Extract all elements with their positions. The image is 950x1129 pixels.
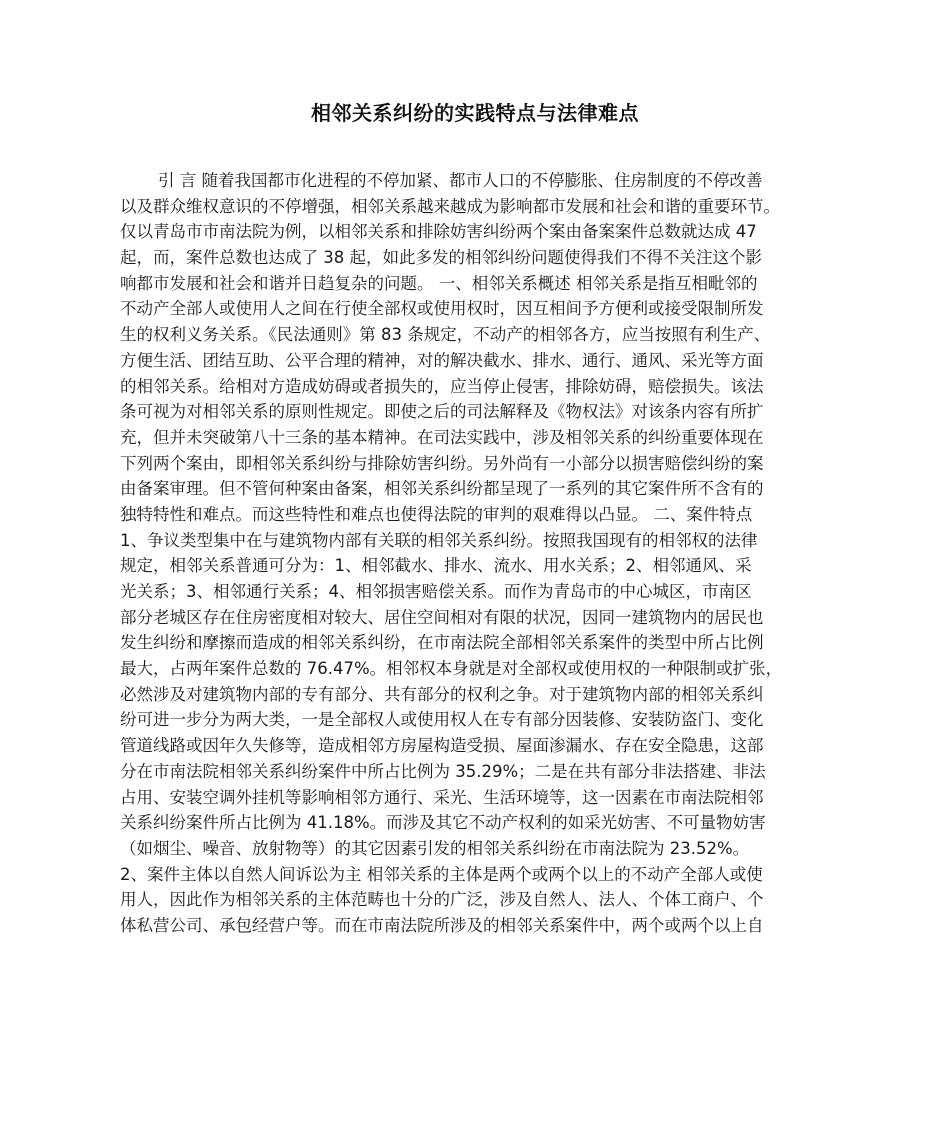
paragraph-line: 生的权利义务关系。《民法通则》第 83 条规定，不动产的相邻各方，应当按照有利生产、 bbox=[120, 325, 771, 345]
paragraph-line: 管道线路或因年久失修等，造成相邻方房屋构造受损、屋面渗漏水、存在安全隐患，这部 bbox=[120, 736, 764, 756]
paragraph-line: （如烟尘、噪音、放射物等）的其它因素引发的相邻关系纠纷在市南法院为 23.52%。 bbox=[120, 838, 750, 858]
paragraph-line: 的相邻关系。给相对方造成妨碍或者损失的，应当停止侵害，排除妨碍，赔偿损失。该法 bbox=[120, 376, 764, 396]
paragraph-line: 部分老城区存在住房密度相对较大、居住空间相对有限的状况，因同一建筑物内的居民也 bbox=[120, 607, 764, 627]
paragraph-line: 下列两个案由，即相邻关系纠纷与排除妨害纠纷。另外尚有一小部分以损害赔偿纠纷的案 bbox=[120, 453, 764, 473]
paragraph-line: 最大，占两年案件总数的 76.47%。相邻权本身就是对全部权或使用权的一种限制或扩张， bbox=[120, 659, 783, 679]
paragraph-line: 独特特性和难点。而这些特性和难点也使得法院的审判的艰难得以凸显。 二、案件特点 bbox=[120, 504, 753, 524]
paragraph-line: 体私营公司、承包经营户等。而在市南法院所涉及的相邻关系案件中，两个或两个以上自 bbox=[120, 915, 764, 935]
paragraph-line: 光关系；3、相邻通行关系；4、相邻损害赔偿关系。而作为青岛市的中心城区，市南区 bbox=[120, 582, 752, 601]
paragraph-line: 以及群众维权意识的不停增强，相邻关系越来越成为影响都市发展和社会和谐的重要环节。 bbox=[120, 196, 780, 216]
paragraph-line: 2、案件主体以自然人间诉讼为主 相邻关系的主体是两个或两个以上的不动产全部人或使 bbox=[120, 864, 763, 884]
paragraph-line: 分在市南法院相邻关系纠纷案件中所占比例为 35.29%；二是在共有部分非法搭建、非法 bbox=[120, 761, 766, 781]
paragraph-line: 仅以青岛市市南法院为例，以相邻关系和排除妨害纠纷两个案由备案案件总数就达成 47 bbox=[120, 222, 757, 242]
paragraph-line: 条可视为对相邻关系的原则性规定。即使之后的司法解释及《物权法》对该条内容有所扩 bbox=[120, 402, 764, 422]
paragraph-line: 方便生活、团结互助、公平合理的精神，对的解决截水、排水、通行、通风、采光等方面 bbox=[120, 350, 764, 370]
paragraph-line: 用人，因此作为相邻关系的主体范畴也十分的广泛，涉及自然人、法人、个体工商户、个 bbox=[120, 890, 764, 910]
paragraph-line: 纷可进一步分为两大类，一是全部权人或使用权人在专有部分因装修、安装防盗门、变化 bbox=[120, 710, 764, 730]
paragraph-line: 关系纠纷案件所占比例为 41.18%。而涉及其它不动产权利的如采光妨害、不可量物妨害 bbox=[120, 813, 766, 833]
paragraph-line: 必然涉及对建筑物内部的专有部分、共有部分的权利之争。对于建筑物内部的相邻关系纠 bbox=[120, 684, 764, 704]
paragraph-line: 1、争议类型集中在与建筑物内部有关联的相邻关系纠纷。按照我国现有的相邻权的法律 bbox=[120, 530, 758, 550]
paragraph-line: 规定，相邻关系普通可分为：1、相邻截水、排水、流水、用水关系；2、相邻通风、采 bbox=[120, 556, 752, 576]
paragraph-line: 响都市发展和社会和谐并日趋复杂的问题。 一、相邻关系概述 相邻关系是指互相毗邻的 bbox=[120, 273, 758, 293]
paragraph-line: 占用、安装空调外挂机等影响相邻方通行、采光、生活环境等，这一因素在市南法院相邻 bbox=[120, 787, 764, 807]
paragraph-line: 不动产全部人或使用人之间在行使全部权或使用权时，因互相间予方便利或接受限制所发 bbox=[120, 299, 764, 319]
paragraph-line: 起，而，案件总数也达成了 38 起，如此多发的相邻纠纷问题使得我们不得不关注这个影 bbox=[120, 248, 762, 268]
document-title: 相邻关系纠纷的实践特点与法律难点 bbox=[311, 101, 639, 125]
paragraph-line: 发生纠纷和摩擦而造成的相邻关系纠纷，在市南法院全部相邻关系案件的类型中所占比例 bbox=[120, 633, 764, 653]
paragraph-line: 充，但并未突破第八十三条的基本精神。在司法实践中，涉及相邻关系的纠纷重要体现在 bbox=[120, 427, 764, 447]
document-body bbox=[120, 168, 832, 939]
paragraph-line: 由备案审理。但不管何种案由备案，相邻关系纠纷都呈现了一系列的其它案件所不含有的 bbox=[120, 479, 764, 499]
paragraph-line: 引 言 随着我国都市化进程的不停加紧、都市人口的不停膨胀、住房制度的不停改善 bbox=[158, 171, 763, 190]
